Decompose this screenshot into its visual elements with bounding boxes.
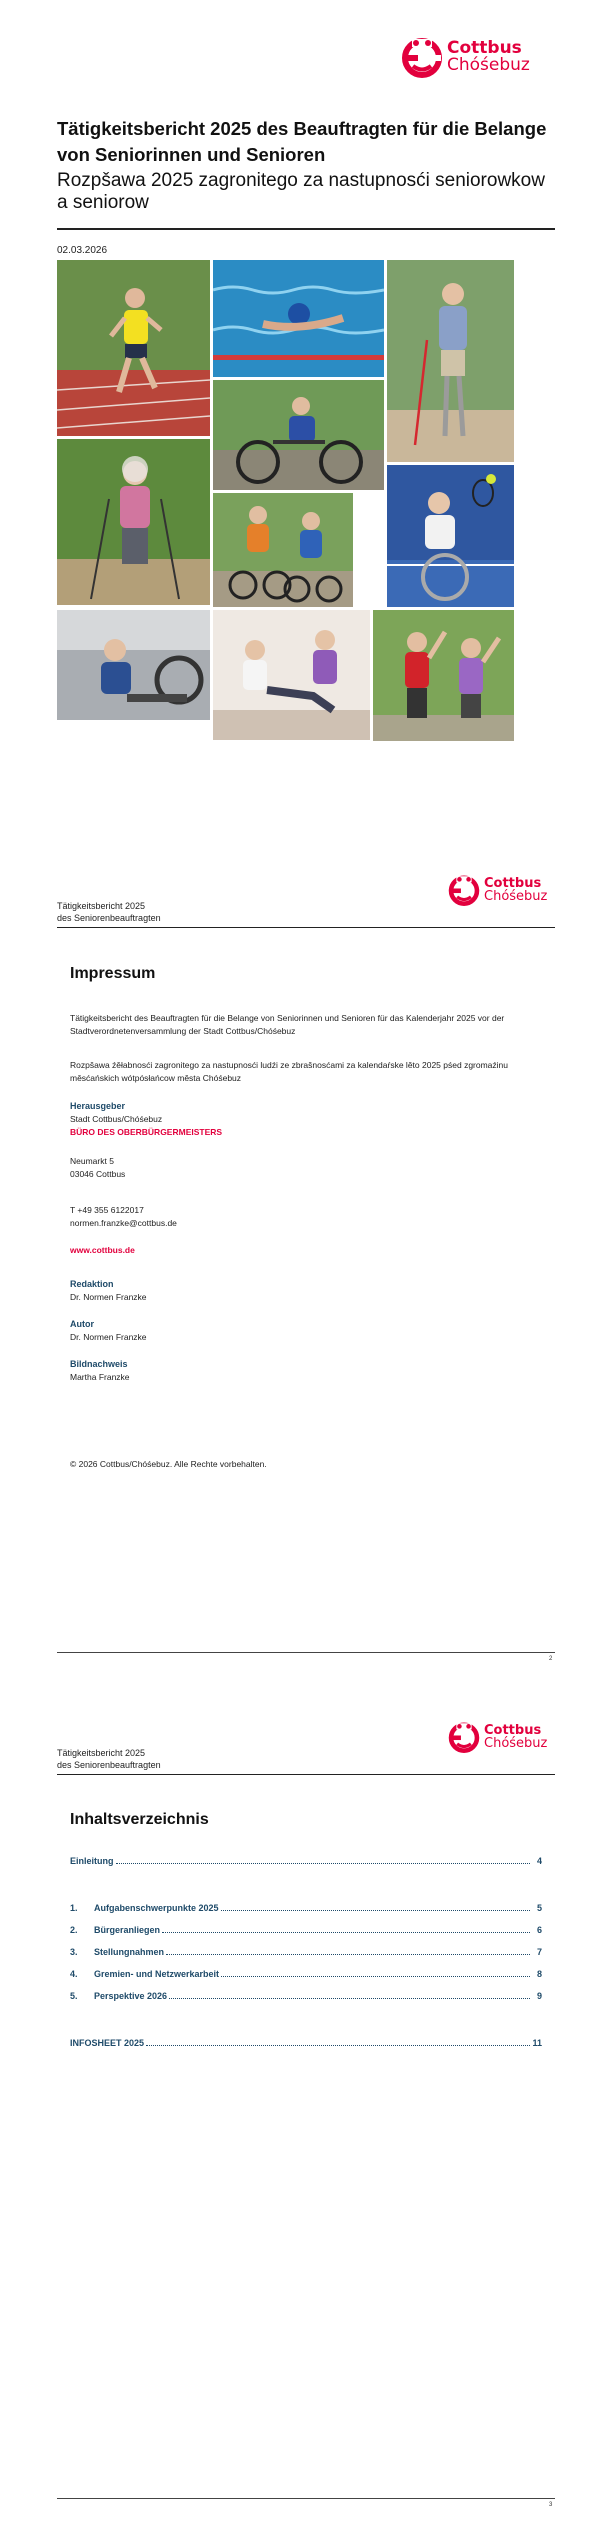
toc-entry-title: Bürgeranliegen [94,1925,161,1935]
cyclists-photo [213,493,353,607]
header-divider [57,1774,555,1775]
toc-entry-page: 8 [536,1969,542,1979]
toc-entry-title: Perspektive 2026 [94,1991,168,2001]
credits-block [70,1358,550,1384]
running-header [57,900,161,924]
toc-entry[interactable] [70,2038,542,2048]
wheelchair-tennis-photo [387,465,514,607]
impressum-page [0,850,595,1693]
impressum-heading: Impressum [70,965,156,982]
toc-entry-title: Gremien- und Netzwerkarbeit [94,1969,220,1979]
fitness-couple-photo [373,610,514,741]
toc-entry-number: 4. [70,1969,78,1979]
logo-wordmark-dsb: Chóśebuz [484,889,548,904]
contact-email[interactable]: normen.franzke@cottbus.de [70,1218,177,1228]
toc-entry-page: 11 [532,2038,542,2048]
editor-block [70,1278,550,1304]
gym-photo [57,610,210,720]
toc-heading: Inhaltsverzeichnis [70,1811,209,1828]
yoga-photo [213,610,370,740]
footer-divider [57,2498,555,2499]
running-header [57,1747,161,1771]
running-header-line1: Tätigkeitsbericht 2025 [57,1748,146,1758]
logo-wordmark-dsb: Chóśebuz [447,55,530,75]
running-header-line1: Tätigkeitsbericht 2025 [57,901,146,911]
toc-entry-page: 5 [536,1903,542,1913]
toc-page [0,1693,595,2536]
running-header-line2: des Seniorenbeauftragten [57,1760,161,1770]
toc-entry-page: 6 [536,1925,542,1935]
handbike-photo [213,380,384,490]
credits-label: Bildnachweis [70,1359,128,1369]
contact-phone: T +49 355 6122017 [70,1205,144,1215]
report-title: Tätigkeitsbericht 2025 des Beauftragten für die Belange von Seniorinnen und Senioren [57,118,547,165]
website-link[interactable]: www.cottbus.de [70,1245,135,1255]
logo-wordmark-de: Cottbus [484,1723,542,1738]
toc-entry-page: 7 [536,1947,542,1957]
logo-wordmark-de: Cottbus [447,38,522,58]
publisher-label: Herausgeber [70,1101,126,1111]
toc-entry[interactable] [70,1947,542,1957]
toc-entry-title: Aufgabenschwerpunkte 2025 [94,1903,219,1913]
author-name: Dr. Normen Franzke [70,1332,147,1342]
toc-entry-number: 5. [70,1991,78,2001]
cottbus-emblem-icon [448,1721,480,1753]
credits-name: Martha Franzke [70,1372,130,1382]
contact-block [70,1204,550,1230]
toc-entry-number: 1. [70,1903,78,1913]
impressum-paragraph-dsb: Rozpšawa źěłabnosći zagronitego za nastupnosći ludźi ze zbrašnosćami za kalendaŕske lěto 2025 pśed zgromaźinu měsćańskich wótpósłańcow města Chóśebuz [70,1060,508,1083]
address-block [70,1155,550,1181]
footer-divider [57,1652,555,1653]
toc-entry[interactable] [70,1856,542,1866]
toc-entry-title: Einleitung [70,1856,114,1866]
impressum-paragraph-de: Tätigkeitsbericht des Beauftragten für die Belange von Seniorinnen und Senioren für das Kalenderjahr 2025 vor der Stadtverordnetenversammlung der Stadt Cottbus/Chóśebuz [70,1013,505,1036]
toc-entry-number: 3. [70,1947,78,1957]
toc-entry[interactable] [70,1969,542,1979]
publisher-name: Stadt Cottbus/Chóśebuz [70,1114,163,1124]
toc-entry[interactable] [70,1903,542,1913]
report-subtitle: Rozpšawa 2025 zagronitego za nastupnosći seniorowkow a seniorow [57,170,545,213]
cottbus-logo [401,36,530,78]
header-divider [57,927,555,928]
toc-entry-page: 4 [536,1856,542,1866]
editor-label: Redaktion [70,1279,114,1289]
running-header-line2: des Seniorenbeauftragten [57,913,161,923]
swimmer-photo [213,260,384,377]
cottbus-emblem-icon [448,874,480,906]
toc-entry-number: 2. [70,1925,78,1935]
publisher-block [70,1100,550,1139]
nordic-walking-photo [57,439,210,605]
copyright-notice: © 2026 Cottbus/Chóśebuz. Alle Rechte vorbehalten. [70,1459,267,1469]
publisher-office: BÜRO DES OBERBÜRGERMEISTERS [70,1127,223,1137]
runner-photo [57,260,210,436]
author-label: Autor [70,1319,94,1329]
page-number: 2 [549,1656,553,1662]
toc-entry[interactable] [70,1925,542,1935]
title-divider [57,228,555,230]
cottbus-emblem-icon [401,36,443,78]
toc-entry-page: 9 [536,1991,542,2001]
toc-entry[interactable] [70,1991,542,2001]
toc-entry-title: Stellungnahmen [94,1947,165,1957]
logo-wordmark-de: Cottbus [484,876,542,891]
address-street: Neumarkt 5 [70,1156,114,1166]
cottbus-logo [448,1721,547,1753]
report-date: 02.03.2026 [57,245,108,256]
page-number: 3 [549,2502,553,2508]
cover-page [0,0,595,850]
toc-entry-title: INFOSHEET 2025 [70,2038,145,2048]
logo-wordmark-dsb: Chóśebuz [484,1736,548,1751]
prosthesis-walker-photo [387,260,514,462]
cottbus-logo [448,874,547,906]
author-block [70,1318,550,1344]
editor-name: Dr. Normen Franzke [70,1292,147,1302]
address-city: 03046 Cottbus [70,1169,126,1179]
